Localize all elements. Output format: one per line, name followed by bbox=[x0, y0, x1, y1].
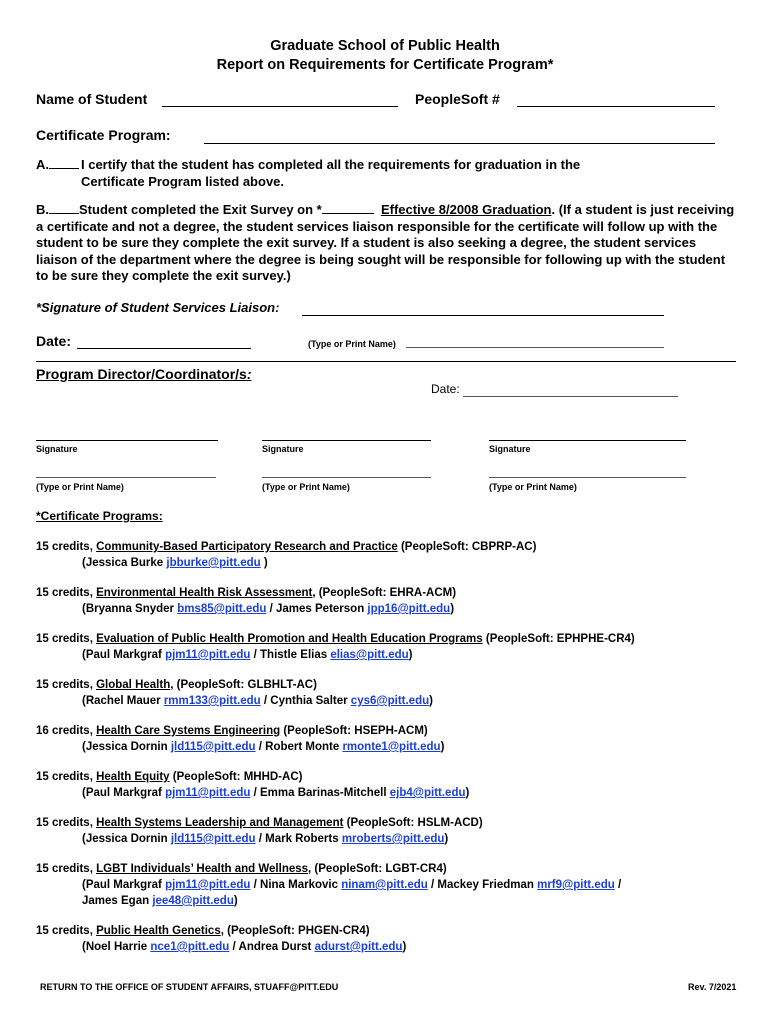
contact-email-link[interactable]: jld115@pitt.edu bbox=[170, 741, 256, 753]
certificate-program-entry bbox=[36, 815, 483, 847]
contact-name: Thistle Elias bbox=[260, 649, 331, 661]
certificate-program-entry bbox=[36, 585, 456, 617]
liaison-name-field[interactable] bbox=[406, 347, 664, 348]
program-credits: 15 credits, bbox=[36, 863, 97, 875]
contact-separator: / bbox=[614, 879, 622, 891]
program-title-line bbox=[36, 769, 469, 785]
contact-name: (Jessica Dornin bbox=[82, 833, 171, 845]
contact-name: Mark Roberts bbox=[265, 833, 342, 845]
item-a-text-2: Certificate Program listed above. bbox=[81, 174, 285, 189]
director-signature-field-2[interactable] bbox=[262, 440, 431, 441]
program-credits: 15 credits, bbox=[36, 925, 97, 937]
program-title-line bbox=[36, 631, 635, 647]
contact-email-link[interactable]: ninam@pitt.edu bbox=[341, 879, 428, 891]
program-contacts-line bbox=[36, 601, 456, 617]
contact-email-link[interactable]: pjm11@pitt.edu bbox=[165, 787, 251, 799]
program-credits: 15 credits, bbox=[36, 541, 97, 553]
liaison-signature-field[interactable] bbox=[302, 315, 664, 316]
program-name: Public Health Genetics bbox=[96, 925, 221, 937]
director-name-field-3[interactable] bbox=[489, 477, 686, 478]
director-date-field[interactable] bbox=[463, 396, 678, 397]
contact-email-link[interactable]: pjm11@pitt.edu bbox=[165, 879, 251, 891]
contact-name: James Egan bbox=[82, 895, 153, 907]
student-name-label: Name of Student bbox=[36, 91, 148, 107]
contact-email-link[interactable]: jbburke@pitt.edu bbox=[166, 557, 261, 569]
contact-email-link[interactable]: cys6@pitt.edu bbox=[350, 695, 430, 707]
item-a-text-1: I certify that the student has completed all the requirements for graduation in the bbox=[81, 157, 581, 172]
contact-separator: ) bbox=[233, 895, 238, 907]
program-name: Health Equity bbox=[96, 771, 170, 783]
program-contacts-line bbox=[36, 647, 635, 663]
certificate-program-entry bbox=[36, 539, 536, 571]
certificate-program-entry bbox=[36, 677, 433, 709]
director-date-label: Date: bbox=[431, 382, 460, 396]
contact-separator: ) bbox=[440, 741, 445, 753]
program-credits: 16 credits, bbox=[36, 725, 97, 737]
program-name: LGBT Individuals’ Health and Wellness bbox=[96, 863, 309, 875]
certificate-program-field[interactable] bbox=[204, 143, 715, 144]
contact-separator: ) bbox=[408, 649, 413, 661]
program-contacts-line bbox=[36, 739, 444, 755]
certificate-program-entry bbox=[36, 861, 621, 909]
effective-date-text: Effective 8/2008 Graduation bbox=[380, 202, 552, 217]
exit-survey-date-field[interactable] bbox=[322, 213, 374, 214]
program-director-label: Program Director/Coordinator/s: bbox=[36, 366, 252, 382]
contact-email-link[interactable]: mrf9@pitt.edu bbox=[537, 879, 615, 891]
contact-name: James Peterson bbox=[276, 603, 368, 615]
contact-email-link[interactable]: jpp16@pitt.edu bbox=[367, 603, 451, 615]
program-code: (PeopleSoft: HSEPH-ACM) bbox=[280, 725, 428, 737]
contact-separator: / bbox=[255, 833, 266, 845]
type-print-label: (Type or Print Name) bbox=[308, 339, 396, 349]
program-code: (PeopleSoft: MHHD-AC) bbox=[169, 771, 303, 783]
date-label: Date: bbox=[36, 333, 72, 349]
program-code: , (PeopleSoft: PHGEN-CR4) bbox=[220, 925, 370, 937]
program-code: (PeopleSoft: EPHPHE-CR4) bbox=[482, 633, 635, 645]
program-credits: 15 credits, bbox=[36, 587, 97, 599]
contact-name: Emma Barinas-Mitchell bbox=[260, 787, 390, 799]
date-field[interactable] bbox=[77, 348, 251, 349]
contact-name: (Noel Harrie bbox=[82, 941, 151, 953]
certificate-program-label: Certificate Program: bbox=[36, 127, 171, 143]
program-title-line bbox=[36, 861, 621, 877]
program-credits: 15 credits, bbox=[36, 817, 97, 829]
contact-email-link[interactable]: adurst@pitt.edu bbox=[314, 941, 403, 953]
program-contacts-line bbox=[36, 831, 483, 847]
program-name: Health Care Systems Engineering bbox=[96, 725, 281, 737]
certificate-program-entry bbox=[36, 923, 406, 955]
contact-name: (Jessica Dornin bbox=[82, 741, 171, 753]
contact-separator: / bbox=[255, 741, 266, 753]
section-divider bbox=[36, 361, 736, 362]
program-name: Global Health bbox=[96, 679, 171, 691]
contact-name: (Bryanna Snyder bbox=[82, 603, 178, 615]
contact-email-link[interactable]: mroberts@pitt.edu bbox=[341, 833, 445, 845]
certificate-program-entry bbox=[36, 723, 444, 755]
program-code: (PeopleSoft: CBPRP-AC) bbox=[397, 541, 537, 553]
footer-return-text: RETURN TO THE OFFICE OF STUDENT AFFAIRS, STUAFF@PITT.EDU bbox=[40, 982, 339, 992]
student-name-field[interactable] bbox=[162, 106, 398, 107]
item-b-checkline[interactable] bbox=[49, 213, 79, 214]
type-print-label-2: (Type or Print Name) bbox=[262, 482, 350, 492]
contact-separator: / bbox=[250, 649, 261, 661]
contact-email-link[interactable]: nce1@pitt.edu bbox=[150, 941, 230, 953]
contact-separator: / bbox=[250, 787, 261, 799]
peoplesoft-field[interactable] bbox=[517, 106, 715, 107]
contact-separator: ) bbox=[402, 941, 407, 953]
certificate-program-entry bbox=[36, 769, 469, 801]
program-name: Evaluation of Public Health Promotion and Health Education Programs bbox=[96, 633, 483, 645]
director-name-field-1[interactable] bbox=[36, 477, 216, 478]
contact-email-link[interactable]: pjm11@pitt.edu bbox=[165, 649, 251, 661]
item-a-checkline[interactable] bbox=[49, 168, 79, 169]
contact-email-link[interactable]: elias@pitt.edu bbox=[330, 649, 409, 661]
program-credits: 15 credits, bbox=[36, 633, 97, 645]
program-code: , (PeopleSoft: GLBHLT-AC) bbox=[170, 679, 317, 691]
contact-email-link[interactable]: jld115@pitt.edu bbox=[170, 833, 256, 845]
item-a-prefix: A. bbox=[36, 157, 79, 172]
program-contacts-line bbox=[36, 785, 469, 801]
footer-revision: Rev. 7/2021 bbox=[688, 982, 737, 992]
contact-separator: / bbox=[250, 879, 261, 891]
certificate-program-entry bbox=[36, 631, 635, 663]
contact-separator: ) bbox=[444, 833, 449, 845]
program-title-line bbox=[36, 815, 483, 831]
program-credits: 15 credits, bbox=[36, 771, 97, 783]
contact-email-link[interactable]: ejb4@pitt.edu bbox=[389, 787, 466, 799]
contact-separator: ) bbox=[429, 695, 433, 707]
contact-separator: / bbox=[427, 879, 438, 891]
contact-separator: ) bbox=[465, 787, 470, 799]
contact-name: (Paul Markgraf bbox=[82, 787, 166, 799]
director-signature-field-3[interactable] bbox=[489, 440, 686, 441]
item-b-paragraph: B. Student completed the Exit Survey on * Effective 8/2008 Graduation. (If a student is just receiving a certificate and not a degree, the student services liaison responsible for the certificate will follow up with the student to be sure they complete the exit survey. If a student is also seeking a degree, the student services liaison of the department where the degree is being sought will be responsible for following up with the student to be sure they complete the exit survey.) bbox=[36, 202, 735, 283]
contact-name: (Paul Markgraf bbox=[82, 879, 166, 891]
program-name: Environmental Health Risk Assessment bbox=[96, 587, 313, 599]
contact-separator: ) bbox=[450, 603, 455, 615]
signature-label-1: Signature bbox=[36, 444, 78, 454]
program-contacts-line bbox=[36, 939, 406, 955]
certificate-programs-heading: *Certificate Programs: bbox=[36, 509, 163, 523]
program-code: , (PeopleSoft: LGBT-CR4) bbox=[308, 863, 447, 875]
program-title-line bbox=[36, 677, 433, 693]
contact-separator: / bbox=[266, 603, 276, 615]
contact-name: Cynthia Salter bbox=[270, 695, 351, 707]
program-contacts-line bbox=[36, 693, 433, 709]
signature-label-3: Signature bbox=[489, 444, 531, 454]
contact-name: Robert Monte bbox=[265, 741, 343, 753]
type-print-label-3: (Type or Print Name) bbox=[489, 482, 577, 492]
director-signature-field-1[interactable] bbox=[36, 440, 218, 441]
contact-email-link[interactable]: bms85@pitt.edu bbox=[177, 603, 267, 615]
program-credits: 15 credits, bbox=[36, 679, 97, 691]
director-name-field-2[interactable] bbox=[262, 477, 431, 478]
contact-separator: ) bbox=[260, 557, 268, 569]
contact-name: Mackey Friedman bbox=[437, 879, 538, 891]
document-subtitle: Report on Requirements for Certificate Program* bbox=[216, 57, 554, 73]
type-print-label-1: (Type or Print Name) bbox=[36, 482, 124, 492]
program-title-line bbox=[36, 923, 406, 939]
contact-name: (Rachel Mauer bbox=[82, 695, 164, 707]
contact-name: Nina Markovic bbox=[260, 879, 342, 891]
contact-name: (Jessica Burke bbox=[82, 557, 167, 569]
contact-email-link[interactable]: rmm133@pitt.edu bbox=[163, 695, 261, 707]
program-title-line bbox=[36, 723, 444, 739]
contact-separator: / bbox=[260, 695, 271, 707]
liaison-signature-label: *Signature of Student Services Liaison: bbox=[36, 300, 280, 315]
program-title-line bbox=[36, 585, 456, 601]
contact-name: (Paul Markgraf bbox=[82, 649, 166, 661]
program-code: , (PeopleSoft: EHRA-ACM) bbox=[312, 587, 457, 599]
document-title: Graduate School of Public Health bbox=[270, 38, 500, 54]
contact-email-link[interactable]: rmonte1@pitt.edu bbox=[342, 741, 441, 753]
program-contacts-line bbox=[36, 555, 536, 571]
signature-label-2: Signature bbox=[262, 444, 304, 454]
program-name: Community-Based Participatory Research and Practice bbox=[96, 541, 398, 553]
program-contacts-line bbox=[36, 893, 621, 909]
peoplesoft-label: PeopleSoft # bbox=[415, 91, 500, 107]
program-name: Health Systems Leadership and Management bbox=[96, 817, 344, 829]
program-contacts-line bbox=[36, 877, 621, 893]
program-title-line bbox=[36, 539, 536, 555]
contact-email-link[interactable]: jee48@pitt.edu bbox=[152, 895, 234, 907]
contact-separator: / bbox=[229, 941, 239, 953]
program-code: (PeopleSoft: HSLM-ACD) bbox=[343, 817, 483, 829]
contact-name: Andrea Durst bbox=[238, 941, 315, 953]
